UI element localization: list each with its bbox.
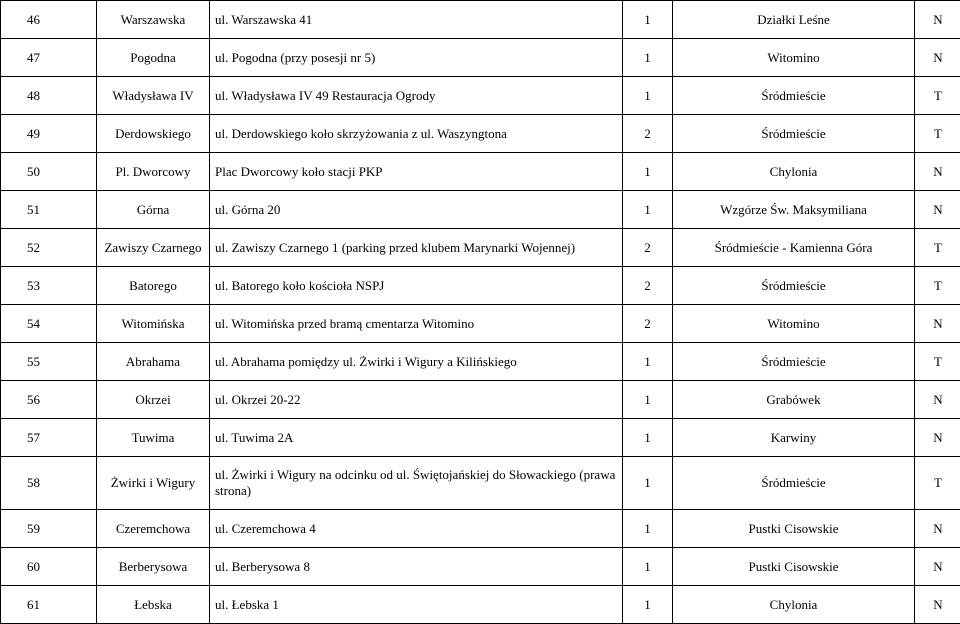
table-row: [1, 343, 960, 381]
location-count: 1: [623, 548, 673, 586]
table-row: [1, 77, 960, 115]
location-district: Pustki Cisowskie: [673, 548, 915, 586]
location-name: Władysława IV: [97, 77, 210, 115]
location-address: ul. Tuwima 2A: [210, 419, 623, 457]
table-row: [1, 1, 960, 39]
row-number: 61: [1, 586, 97, 624]
location-type: T: [915, 229, 960, 267]
table-row: [1, 305, 960, 343]
table-row: [1, 586, 960, 624]
location-address: ul. Berberysowa 8: [210, 548, 623, 586]
table-row: [1, 115, 960, 153]
location-district: Wzgórze Św. Maksymiliana: [673, 191, 915, 229]
row-number: 58: [1, 457, 97, 510]
row-number: 53: [1, 267, 97, 305]
location-count: 1: [623, 191, 673, 229]
location-type: T: [915, 77, 960, 115]
location-count: 1: [623, 586, 673, 624]
location-name: Żwirki i Wigury: [97, 457, 210, 510]
location-name: Witomińska: [97, 305, 210, 343]
location-name: Pogodna: [97, 39, 210, 77]
location-type: N: [915, 1, 960, 39]
location-address: ul. Batorego koło kościoła NSPJ: [210, 267, 623, 305]
location-type: N: [915, 305, 960, 343]
location-name: Batorego: [97, 267, 210, 305]
location-type: N: [915, 153, 960, 191]
location-address: ul. Żwirki i Wigury na odcinku od ul. Świętojańskiej do Słowackiego (prawa strona): [210, 457, 623, 510]
location-address: ul. Czeremchowa 4: [210, 510, 623, 548]
location-count: 1: [623, 419, 673, 457]
row-number: 57: [1, 419, 97, 457]
location-count: 1: [623, 457, 673, 510]
table-row: [1, 457, 960, 510]
location-type: N: [915, 191, 960, 229]
location-name: Zawiszy Czarnego: [97, 229, 210, 267]
location-count: 1: [623, 510, 673, 548]
row-number: 55: [1, 343, 97, 381]
location-type: N: [915, 381, 960, 419]
location-district: Karwiny: [673, 419, 915, 457]
row-number: 47: [1, 39, 97, 77]
location-district: Działki Leśne: [673, 1, 915, 39]
location-name: Czeremchowa: [97, 510, 210, 548]
location-type: T: [915, 267, 960, 305]
location-district: Chylonia: [673, 586, 915, 624]
location-district: Grabówek: [673, 381, 915, 419]
location-name: Górna: [97, 191, 210, 229]
location-count: 2: [623, 305, 673, 343]
location-district: Śródmieście: [673, 267, 915, 305]
location-address: Plac Dworcowy koło stacji PKP: [210, 153, 623, 191]
location-count: 2: [623, 229, 673, 267]
row-number: 48: [1, 77, 97, 115]
location-address: ul. Okrzei 20-22: [210, 381, 623, 419]
location-type: N: [915, 586, 960, 624]
row-number: 59: [1, 510, 97, 548]
location-name: Tuwima: [97, 419, 210, 457]
table-row: [1, 510, 960, 548]
location-address: ul. Władysława IV 49 Restauracja Ogrody: [210, 77, 623, 115]
location-name: Berberysowa: [97, 548, 210, 586]
table-row: [1, 548, 960, 586]
location-name: Pl. Dworcowy: [97, 153, 210, 191]
location-district: Witomino: [673, 305, 915, 343]
location-address: ul. Abrahama pomiędzy ul. Żwirki i Wigury a Kilińskiego: [210, 343, 623, 381]
row-number: 60: [1, 548, 97, 586]
row-number: 52: [1, 229, 97, 267]
location-district: Pustki Cisowskie: [673, 510, 915, 548]
table-row: [1, 191, 960, 229]
location-address: ul. Pogodna (przy posesji nr 5): [210, 39, 623, 77]
location-district: Śródmieście: [673, 457, 915, 510]
location-district: Śródmieście: [673, 115, 915, 153]
location-count: 1: [623, 153, 673, 191]
location-type: N: [915, 510, 960, 548]
table-row: [1, 153, 960, 191]
location-count: 1: [623, 77, 673, 115]
table-row: [1, 381, 960, 419]
table-row: [1, 419, 960, 457]
location-name: Łebska: [97, 586, 210, 624]
location-count: 2: [623, 267, 673, 305]
location-name: Derdowskiego: [97, 115, 210, 153]
location-address: ul. Derdowskiego koło skrzyżowania z ul. Waszyngtona: [210, 115, 623, 153]
table-row: [1, 39, 960, 77]
location-district: Chylonia: [673, 153, 915, 191]
location-name: Okrzei: [97, 381, 210, 419]
row-number: 51: [1, 191, 97, 229]
row-number: 46: [1, 1, 97, 39]
location-address: ul. Warszawska 41: [210, 1, 623, 39]
location-type: N: [915, 419, 960, 457]
location-type: T: [915, 115, 960, 153]
location-type: N: [915, 39, 960, 77]
location-name: Warszawska: [97, 1, 210, 39]
location-count: 1: [623, 343, 673, 381]
table-row: [1, 229, 960, 267]
row-number: 56: [1, 381, 97, 419]
location-address: ul. Łebska 1: [210, 586, 623, 624]
location-count: 2: [623, 115, 673, 153]
table-body: [1, 1, 960, 624]
location-type: T: [915, 457, 960, 510]
location-type: N: [915, 548, 960, 586]
table-row: [1, 267, 960, 305]
location-count: 1: [623, 381, 673, 419]
location-district: Śródmieście: [673, 343, 915, 381]
location-name: Abrahama: [97, 343, 210, 381]
location-count: 1: [623, 1, 673, 39]
row-number: 50: [1, 153, 97, 191]
row-number: 54: [1, 305, 97, 343]
location-address: ul. Zawiszy Czarnego 1 (parking przed klubem Marynarki Wojennej): [210, 229, 623, 267]
location-count: 1: [623, 39, 673, 77]
location-type: T: [915, 343, 960, 381]
location-district: Śródmieście: [673, 77, 915, 115]
location-address: ul. Witomińska przed bramą cmentarza Witomino: [210, 305, 623, 343]
location-address: ul. Górna 20: [210, 191, 623, 229]
location-district: Witomino: [673, 39, 915, 77]
row-number: 49: [1, 115, 97, 153]
location-district: Śródmieście - Kamienna Góra: [673, 229, 915, 267]
